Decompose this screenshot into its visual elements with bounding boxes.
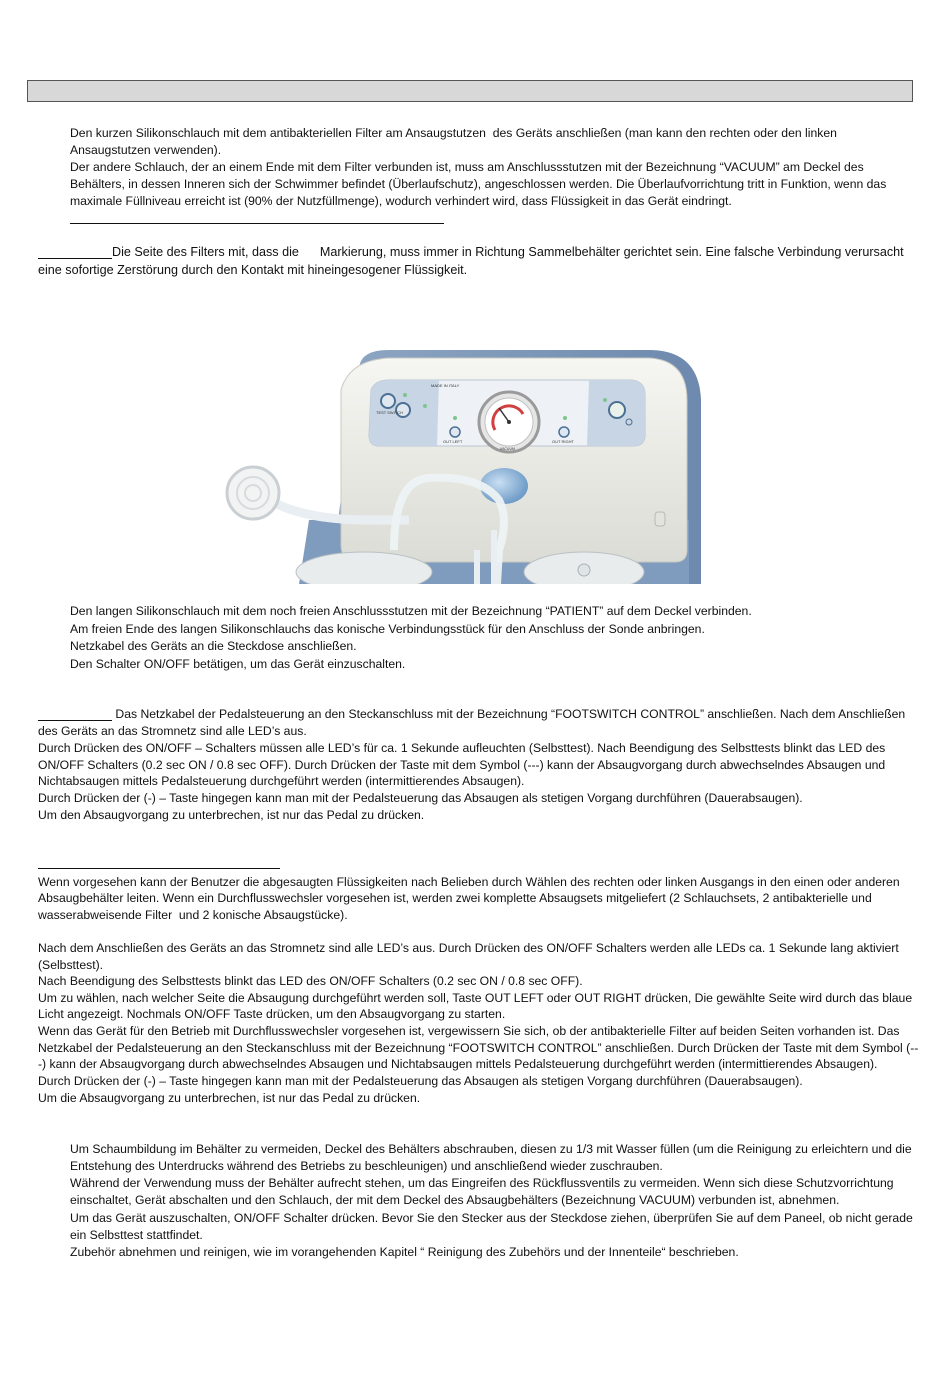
- section-2-line: Am freien Ende des langen Silikonschlauchs das konische Verbindungsstück für den Anschluss der Sonde anbringen.: [70, 622, 705, 636]
- section-1-line: Behälters, in dessen Inneren sich der Schwimmer befindet (Überlaufschutz), angeschlossen werden. Die Überlaufvorrichtung tritt in Funktion, wenn das: [70, 177, 887, 191]
- test-switch-label: TEST SWITCH: [376, 410, 404, 415]
- section-3-line: ON/OFF Schalters (0.2 sec ON / 0.8 sec OFF). Durch Drücken der Taste mit dem Symbol (---) kann der Absaugvorgang durch abwechselndes Absaugen und: [38, 758, 886, 772]
- section-5-line: Während der Verwendung muss der Behälter aufrecht stehen, um das Eingreifen des Rückflussventils zu vermeiden. Wenn sich diese Schutzvorrichtung: [70, 1176, 894, 1190]
- section-4-line: Licht angezeigt. Nochmals ON/OFF Taste drücken, um den Absaugvorgang zu starten.: [38, 1007, 506, 1021]
- section-5-line: Zubehör abnehmen und reinigen, wie im vorangehenden Kapitel “ Reinigung des Zubehörs und der Innenteile“ beschrieben.: [70, 1245, 739, 1259]
- out-right-label: OUT RIGHT: [552, 439, 574, 444]
- section-4-line: Netzkabel der Pedalsteuerung an den Steckanschluss mit der Bezeichnung “FOOTSWITCH CONTROL” anschließen. Durch Drücken der Taste mit dem Symbol (--: [38, 1041, 919, 1055]
- section-3-line: des Geräts an das Stromnetz sind alle LED’s aus.: [38, 724, 307, 738]
- section-4-line: Absaugbehälter leiten. Wenn ein Durchflusswechsler vorgesehen ist, werden zwei komplette Absaugsets mitgeliefert (2 Schlauchsets, 2 antibakterielle und: [38, 891, 872, 905]
- section-3-line: Um den Absaugvorgang zu unterbrechen, ist nur das Pedal zu drücken.: [38, 808, 425, 822]
- heading-underline: [70, 223, 444, 224]
- section-5-line: Um Schaumbildung im Behälter zu vermeiden, Deckel des Behälters abschrauben, diesen zu 1/3 mit Wasser füllen (um die Reinigung zu erleichtern und die: [70, 1142, 912, 1156]
- section-5-line: ein Selbsttest stattfindet.: [70, 1228, 203, 1242]
- suction-device-photo: [209, 350, 702, 584]
- section-2-line: Den Schalter ON/OFF betätigen, um das Gerät einzuschalten.: [70, 657, 406, 671]
- made-in-label: MADE IN ITALY: [431, 383, 460, 388]
- section-4-line: Wenn das Gerät für den Betrieb mit Durchflusswechsler vorgesehen ist, vergewissern Sie sich, ob der antibakterielle Filter auf beiden Seiten vorhanden ist. Das: [38, 1024, 900, 1038]
- note-1-line: eine sofortige Zerstörung durch den Kontakt mit hineingesogener Flüssigkeit.: [38, 263, 468, 277]
- section-4-line: -) kann der Absaugvorgang durch abwechselndes Absaugen und Nichtabsaugen mittels Pedalsteuerung durchgeführt werden (intermittierendes Absaugen).: [38, 1057, 878, 1071]
- section-4-line: Wenn vorgesehen kann der Benutzer die abgesaugten Flüssigkeiten nach Belieben durch Wählen des rechten oder linken Ausgangs in den einen oder anderen: [38, 875, 900, 889]
- section-5-line: Um das Gerät auszuschalten, ON/OFF Schalter drücken. Bevor Sie den Stecker aus der Steckdose ziehen, überprüfen Sie auf dem Paneel, ob nicht gerade: [70, 1211, 913, 1225]
- section-1-line: Ansaugstutzen verwenden).: [70, 143, 222, 157]
- section-3-line: Durch Drücken der (-) – Taste hingegen kann man mit der Pedalsteuerung das Absaugen als stetigen Vorgang durchführen (Dauerabsaugen).: [38, 791, 803, 805]
- section-1-line: Der andere Schlauch, der an einem Ende mit dem Filter verbunden ist, muss am Anschlussstutzen mit der Bezeichnung “VACUUM” am Deckel des: [70, 160, 864, 174]
- section-5-line: einschaltet, Gerät abschalten und den Schlauch, der mit dem Deckel des Absaugbehälters (Bezeichnung VACUUM) verbunden ist, abnehmen.: [70, 1193, 840, 1207]
- section-4-line: Durch Drücken der (-) – Taste hingegen kann man mit der Pedalsteuerung das Absaugen als stetigen Vorgang durchführen (Dauerabsaugen).: [38, 1074, 803, 1088]
- section-4-line: (Selbsttest).: [38, 958, 104, 972]
- section-4-line: Um die Absaugvorgang zu unterbrechen, ist nur das Pedal zu drücken.: [38, 1091, 421, 1105]
- note-label-underline: [38, 720, 112, 721]
- section-3-line: Das Netzkabel der Pedalsteuerung an den Steckanschluss mit der Bezeichnung “FOOTSWITCH CONTROL” anschließen. Nach dem Anschließen: [112, 707, 906, 721]
- section-4-line: Nach Beendigung des Selbsttests blinkt das LED des ON/OFF Schalters (0.2 sec ON / 0.8 sec OFF).: [38, 974, 583, 988]
- section-3-line: Nichtabsaugen mittels Pedalsteuerung durchgeführt werden (intermittierendes Absaugen).: [38, 774, 525, 788]
- out-left-label: OUT LEFT: [443, 439, 463, 444]
- note-label-underline: [38, 258, 112, 259]
- section-4-line: wasserabweisende Filter und 2 konische Absaugstücke).: [38, 908, 348, 922]
- heading-underline: [38, 868, 280, 869]
- section-4-line: Nach dem Anschließen des Geräts an das Stromnetz sind alle LED’s aus. Durch Drücken des ON/OFF Schalters werden alle LEDs ca. 1 Sekunde lang aktiviert: [38, 941, 899, 955]
- section-3-line: Durch Drücken des ON/OFF – Schalters müssen alle LED’s für ca. 1 Sekunde aufleuchten (Selbsttest). Nach Beendigung des Selbsttests blinkt das LED des: [38, 741, 886, 755]
- section-2-line: Netzkabel des Geräts an die Steckdose anschließen.: [70, 639, 357, 653]
- note-1-line: Die Seite des Filters mit, dass die Markierung, muss immer in Richtung Sammelbehälter gerichtet sein. Eine falsche Verbindung verursacht: [112, 245, 904, 259]
- section-5-line: Entstehung des Unterdrucks während des Betriebs zu beschleunigen) und anschließend wieder zuschrauben.: [70, 1159, 663, 1173]
- section-1-line: Den kurzen Silikonschlauch mit dem antibakteriellen Filter am Ansaugstutzen des Geräts anschließen (man kann den rechten oder den linken: [70, 126, 837, 140]
- section-header-bar: [27, 80, 913, 102]
- section-2-line: Den langen Silikonschlauch mit dem noch freien Anschlussstutzen mit der Bezeichnung “PATIENT” auf dem Deckel verbinden.: [70, 604, 752, 618]
- gauge-label: VACUUM: [500, 447, 515, 451]
- section-1-line: maximale Füllniveau erreicht ist (90% der Nutzfüllmenge), wodurch verhindert wird, dass Flüssigkeit in das Gerät eindringt.: [70, 194, 732, 208]
- section-4-line: Um zu wählen, nach welcher Seite die Absaugung durchgeführt werden soll, Taste OUT LEFT oder OUT RIGHT drücken, Die gewählte Seite wird durch das blaue: [38, 991, 913, 1005]
